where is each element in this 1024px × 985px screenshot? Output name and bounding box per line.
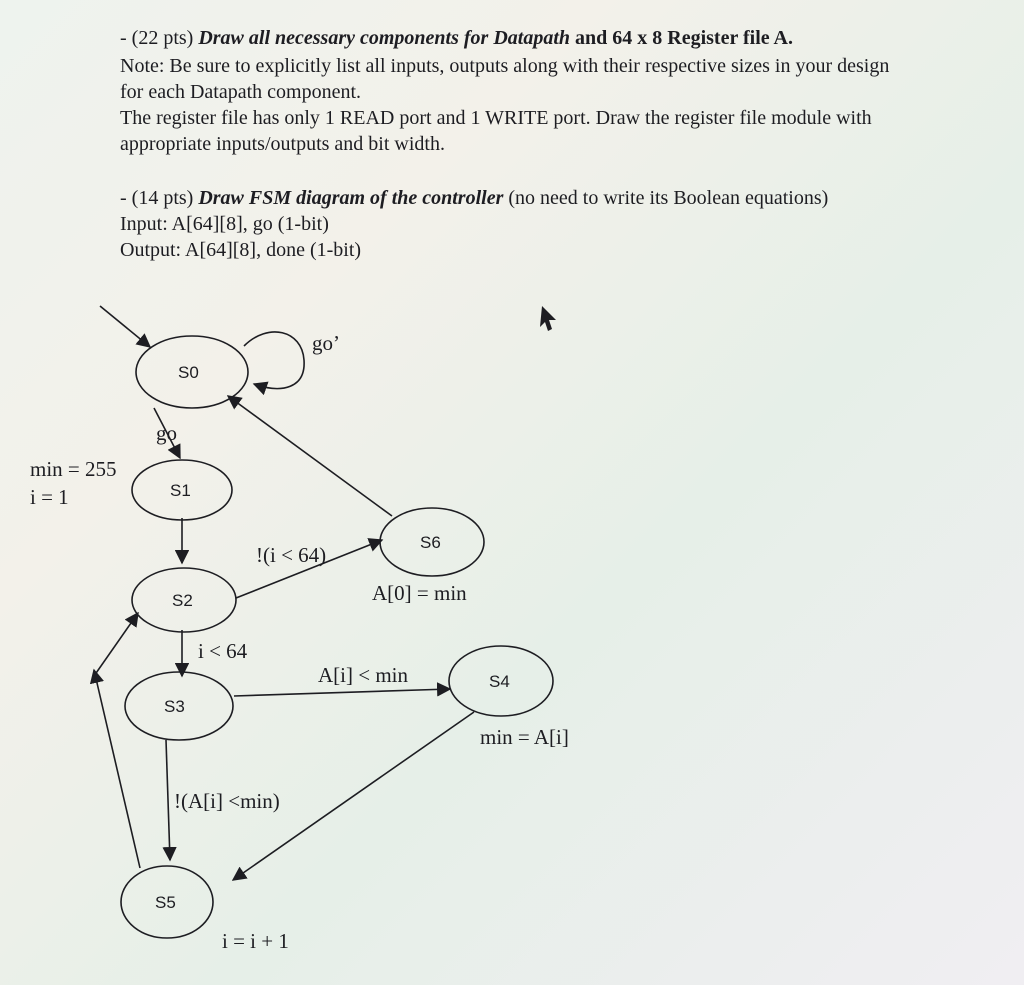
s6-to-s0-arrow — [228, 396, 392, 516]
q1-title: Draw all necessary components for Datapath — [198, 27, 571, 49]
state-s0-label: S0 — [178, 363, 199, 382]
s3-to-s4-arrow — [234, 689, 450, 696]
transition-ai-lt-min: A[i] < min — [318, 663, 408, 687]
q1-title-tail: and 64 x 8 Register file A. — [570, 27, 793, 49]
cursor-icon — [540, 306, 556, 331]
entry-arrow — [100, 306, 150, 347]
transition-i-lt-64: i < 64 — [198, 639, 248, 663]
transition-go: go — [156, 421, 177, 445]
transition-not-ai-lt-min: !(A[i] <min) — [174, 789, 280, 813]
q2-output: Output: A[64][8], done (1-bit) — [120, 239, 362, 261]
state-s5-label: S5 — [155, 893, 176, 912]
q2-points: - (14 pts) — [120, 187, 199, 209]
q2-title-tail: (no need to write its Boolean equations) — [503, 187, 829, 209]
action-a0-min: A[0] = min — [372, 581, 467, 605]
transition-go-prime: go’ — [312, 331, 340, 355]
s3-to-s2-arrow — [94, 613, 138, 676]
action-min-255: min = 255 — [30, 457, 117, 481]
q2-input: Input: A[64][8], go (1-bit) — [120, 213, 329, 235]
state-s6-label: S6 — [420, 533, 441, 552]
s5-to-s2-arrow — [94, 670, 140, 868]
q1-register-line: appropriate inputs/outputs and bit width. — [120, 133, 445, 155]
action-i-1: i = 1 — [30, 485, 69, 509]
q1-note-line: Note: Be sure to explicitly list all inputs, outputs along with their respective sizes in your design — [120, 55, 890, 77]
state-s1-label: S1 — [170, 481, 191, 500]
state-s2-label: S2 — [172, 591, 193, 610]
q1-register-line: The register file has only 1 READ port and 1 WRITE port. Draw the register file module with — [120, 107, 872, 129]
state-s4-label: S4 — [489, 672, 510, 691]
s3-to-s5-arrow — [166, 740, 170, 860]
state-s3-label: S3 — [164, 697, 185, 716]
action-min-ai: min = A[i] — [480, 725, 569, 749]
s0-self-loop — [244, 332, 304, 389]
q1-note-line: for each Datapath component. — [120, 81, 362, 103]
action-i-increment: i = i + 1 — [222, 929, 289, 953]
transition-not-i-lt-64: !(i < 64) — [256, 543, 327, 567]
q2-title: Draw FSM diagram of the controller — [198, 187, 504, 209]
q1-points: - (22 pts) — [120, 27, 199, 49]
